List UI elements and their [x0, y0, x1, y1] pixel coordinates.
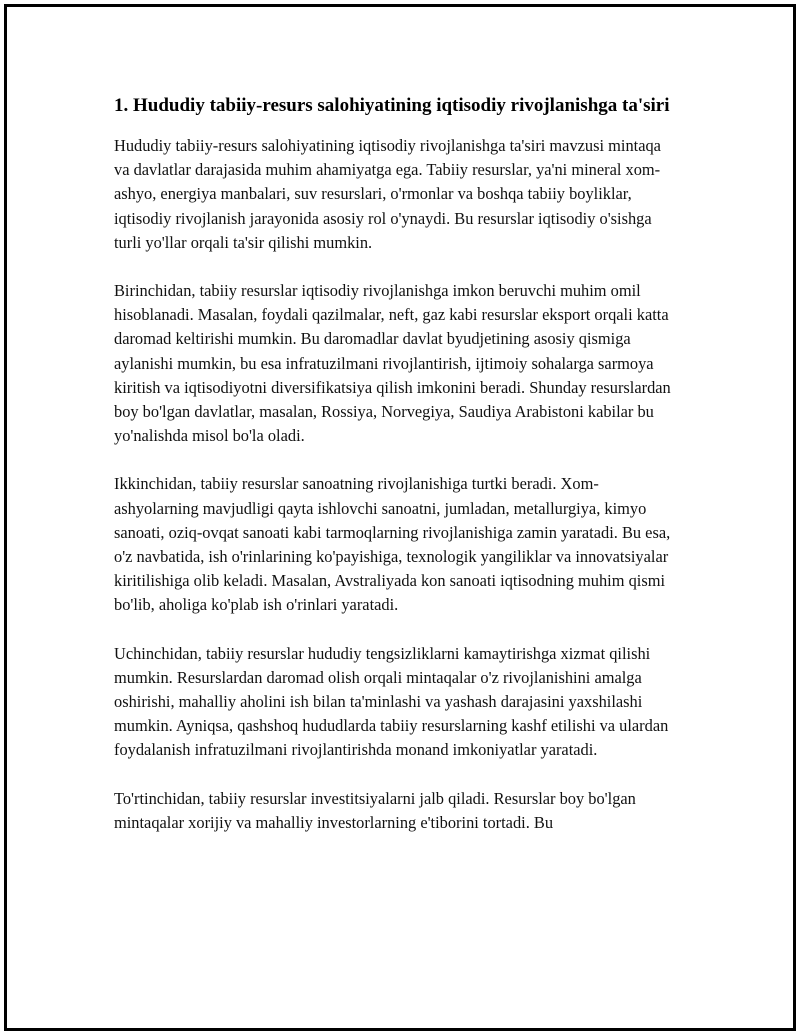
- section-heading: 1. Hududiy tabiiy-resurs salohiyatining iqtisodiy rivojlanishga ta'siri: [114, 95, 670, 116]
- paragraph-first-point: Birinchidan, tabiiy resurslar iqtisodiy rivojlanishga imkon beruvchi muhim omil hisoblanadi. Masalan, foydali qazilmalar, neft, gaz kabi resurslar eksport orqali katta daromad keltirishi mumkin. Bu daromadlar davlat byudjetining asosiy qismiga aylanishi mumkin, bu esa infratuzilmani rivojlantirish, ijtimoiy sohalarga sarmoya kiritish va iqtisodiyotni diversifikatsiya qilish imkonini beradi. Shunday resurslardan boy bo'lgan davlatlar, masalan, Rossiya, Norvegiya, Saudiya Arabistoni kabilar bu yo'nalishda misol bo'la oladi.: [114, 281, 671, 446]
- paragraph-second-point: Ikkinchidan, tabiiy resurslar sanoatning rivojlanishiga turtki beradi. Xom-ashyolarning mavjudligi qayta ishlovchi sanoatni, jumladan, metallurgiya, kimyo sanoati, oziq-ovqat sanoati kabi tarmoqlarning rivojlanishiga zamin yaratadi. Bu esa, o'z navbatida, ish o'rinlarining ko'payishiga, texnologik yangiliklar va innovatsiyalar kiritilishiga olib keladi. Masalan, Avstraliyada kon sanoati iqtisodning muhim qismi bo'lib, aholiga ko'plab ish o'rinlari yaratadi.: [114, 474, 671, 615]
- paragraph-intro: Hududiy tabiiy-resurs salohiyatining iqtisodiy rivojlanishga ta'siri mavzusi mintaqa va davlatlar darajasida muhim ahamiyatga ega. Tabiiy resurslar, ya'ni mineral xom-ashyo, energiya manbalari, suv resurslari, o'rmonlar va boshqa tabiiy boyliklar, iqtisodiy rivojlanish jarayonida asosiy rol o'ynaydi. Bu resurslar iqtisodiy o'sishga turli yo'llar orqali ta'sir qilishi mumkin.: [114, 136, 661, 252]
- paragraph-fourth-point: To'rtinchidan, tabiiy resurslar investitsiyalarni jalb qiladi. Resurslar boy bo'lgan mintaqalar xorijiy va mahalliy investorlarning e'tiborini tortadi. Bu: [114, 788, 636, 832]
- document-body: [114, 92, 674, 859]
- paragraph-third-point: Uchinchidan, tabiiy resurslar hududiy tengsizliklarni kamaytirishga xizmat qilishi mumkin. Resurslardan daromad olish orqali mintaqalar o'z rivojlanishini amalga oshirishi, mahalliy aholini ish bilan ta'minlashi va yashash darajasini yaxshilashi mumkin. Ayniqsa, qashshoq hududlarda tabiiy resurslarning kashf etilishi va ulardan foydalanish infratuzilmani rivojlantirishda monand imkoniyatlar yaratadi.: [114, 643, 669, 760]
